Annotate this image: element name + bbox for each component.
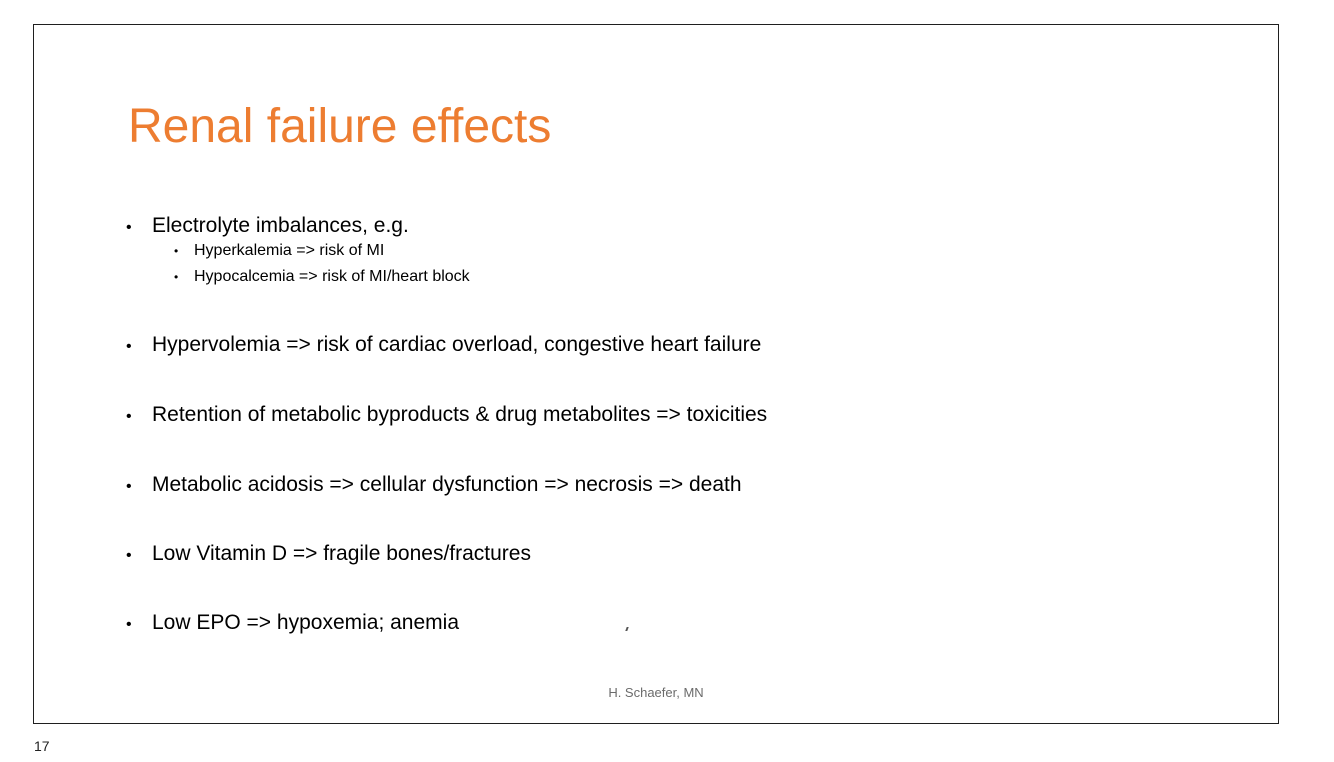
bullet-item	[126, 332, 761, 360]
sub-bullet-text: Hyperkalemia => risk of MI	[194, 242, 385, 259]
sub-bullet-text: Hypocalcemia => risk of MI/heart block	[194, 268, 470, 285]
sub-bullet-item	[174, 267, 470, 287]
page-number: 17	[34, 738, 50, 754]
slide-title: Renal failure effects	[128, 100, 552, 153]
bullet-icon: •	[126, 547, 132, 564]
bullet-item	[126, 610, 459, 638]
bullet-text: Hypervolemia => risk of cardiac overload, congestive heart failure	[152, 333, 762, 356]
bullet-text: Retention of metabolic byproducts & drug metabolites => toxicities	[152, 403, 768, 426]
bullet-icon: •	[126, 478, 132, 495]
slide	[33, 24, 1279, 724]
bullet-text: Low Vitamin D => fragile bones/fractures	[152, 542, 531, 565]
bullet-icon: •	[126, 338, 132, 355]
bullet-text: Electrolyte imbalances, e.g.	[152, 214, 409, 237]
bullet-icon: •	[174, 270, 179, 284]
bullet-text: Metabolic acidosis => cellular dysfunction => necrosis => death	[152, 473, 742, 496]
bullet-icon: •	[126, 616, 132, 633]
bullet-text: Low EPO => hypoxemia; anemia	[152, 611, 460, 634]
stray-mark	[625, 627, 628, 631]
bullet-icon: •	[174, 244, 179, 258]
bullet-icon: •	[126, 408, 132, 425]
bullet-item	[126, 402, 767, 430]
sub-bullet-item	[174, 241, 384, 261]
bullet-icon: •	[126, 219, 132, 236]
bullet-item	[126, 472, 742, 500]
slide-footer: H. Schaefer, MN	[608, 685, 704, 700]
bullet-item	[126, 213, 409, 241]
bullet-item	[126, 541, 531, 569]
